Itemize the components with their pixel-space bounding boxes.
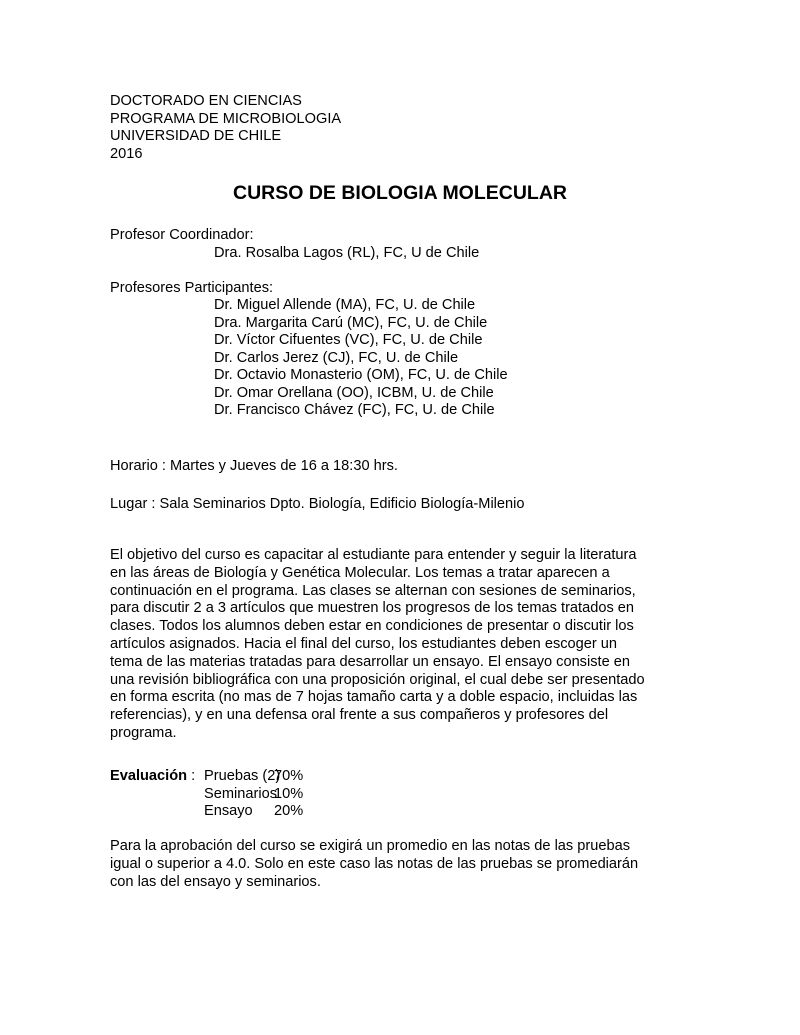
program-header xyxy=(110,93,341,163)
evaluation-block xyxy=(110,768,304,821)
objective-line: continuación en el programa. Las clases se alternan con sesiones de seminarios, xyxy=(110,582,636,599)
objective-line: programa. xyxy=(110,724,177,741)
evaluation-item-percent: 70% xyxy=(274,768,304,784)
participant-item: Dr. Octavio Monasterio (OM), FC, U. de Chile xyxy=(214,367,508,383)
coordinator-label: Profesor Coordinador: xyxy=(110,227,254,243)
participant-item: Dra. Margarita Carú (MC), FC, U. de Chile xyxy=(214,314,488,331)
header-program: PROGRAMA DE MICROBIOLOGIA xyxy=(110,110,342,127)
participant-item: Dr. Carlos Jerez (CJ), FC, U. de Chile xyxy=(214,349,459,366)
header-year: 2016 xyxy=(110,145,143,162)
evaluation-item-name: Seminarios xyxy=(204,785,277,802)
approval-paragraph xyxy=(110,838,710,891)
objective-line: referencias), y en una defensa oral frente a sus compañeros y profesores del xyxy=(110,707,609,724)
objective-line: clases. Todos los alumnos deben estar en condiciones de presentar o discutir los xyxy=(110,618,634,635)
objective-line: para discutir 2 a 3 artículos que muestren los progresos de los temas tratados en xyxy=(110,600,635,617)
evaluation-item-name: Pruebas (2) xyxy=(204,768,281,784)
objective-line: en las áreas de Biología y Genética Molecular. Los temas a tratar aparecen a xyxy=(110,564,610,581)
course-title: CURSO DE BIOLOGIA MOLECULAR xyxy=(232,182,568,204)
participant-item: Dr. Francisco Chávez (FC), FC, U. de Chile xyxy=(214,402,495,418)
participant-item: Dr. Miguel Allende (MA), FC, U. de Chile xyxy=(214,297,476,313)
evaluation-item-percent: 20% xyxy=(274,803,304,819)
objective-line: tema de las materias tratadas para desarrollar un ensayo. El ensayo consiste en xyxy=(110,653,630,670)
objective-paragraph xyxy=(110,547,710,743)
objective-line: El objetivo del curso es capacitar al estudiante para entender y seguir la literatura xyxy=(110,547,637,563)
evaluation-item-percent: 10% xyxy=(274,785,304,802)
participant-item: Dr. Omar Orellana (OO), ICBM, U. de Chile xyxy=(214,384,494,401)
evaluation-item-name: Ensayo xyxy=(204,803,253,819)
evaluation-row xyxy=(110,768,304,786)
schedule-line: Horario : Martes y Jueves de 16 a 18:30 hrs. xyxy=(110,458,398,474)
evaluation-row xyxy=(110,803,304,821)
approval-line: igual o superior a 4.0. Solo en este caso las notas de las pruebas se promediarán xyxy=(110,855,639,872)
evaluation-separator: : xyxy=(187,768,196,784)
participants-list xyxy=(214,297,508,420)
participant-item: Dr. Víctor Cifuentes (VC), FC, U. de Chile xyxy=(214,332,483,348)
header-university: UNIVERSIDAD DE CHILE xyxy=(110,128,282,144)
coordinator-name: Dra. Rosalba Lagos (RL), FC, U de Chile xyxy=(214,245,480,261)
header-degree: DOCTORADO EN CIENCIAS xyxy=(110,93,302,109)
objective-line: una revisión bibliográfica con una proposición original, el cual debe ser presentado xyxy=(110,671,645,688)
location-line: Lugar : Sala Seminarios Dpto. Biología, Edificio Biología-Milenio xyxy=(110,496,525,512)
evaluation-label: Evaluación xyxy=(110,768,188,784)
approval-line: con las del ensayo y seminarios. xyxy=(110,873,321,890)
participants-label: Profesores Participantes: xyxy=(110,280,274,296)
evaluation-row xyxy=(110,785,304,804)
objective-line: artículos asignados. Hacia el final del curso, los estudiantes deben escoger un xyxy=(110,635,618,652)
approval-line: Para la aprobación del curso se exigirá un promedio en las notas de las pruebas xyxy=(110,838,631,854)
objective-line: en forma escrita (no mas de 7 hojas tamaño carta y a doble espacio, incluidas las xyxy=(110,689,638,706)
